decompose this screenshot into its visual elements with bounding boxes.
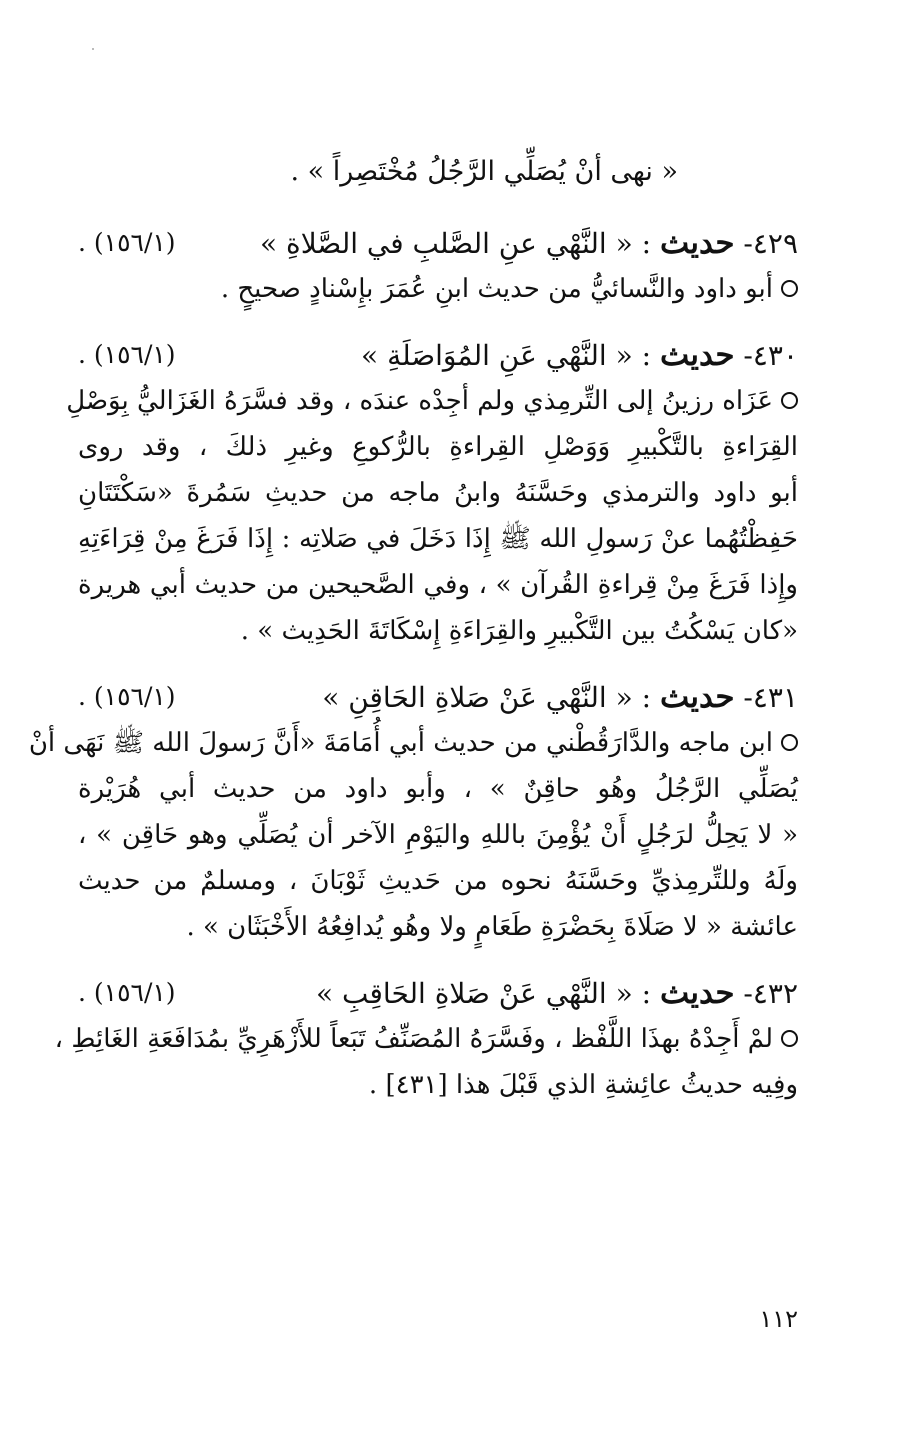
entry-label: حديث xyxy=(659,337,735,373)
circle-bullet-icon xyxy=(781,1030,798,1047)
entry-heading xyxy=(78,674,798,720)
entry-text-line: عائشة « لا صَلَاةَ بِحَضْرَةِ طَعَامٍ ولا وهُو يُدافِعُهُ الأَخْبَثَان » . xyxy=(186,912,798,942)
entry-text-line: حَفِظْتُهُما عنْ رَسولِ الله ﷺ إِذَا دَخَلَ في صَلاتِه : إِذَا فَرَغَ مِنْ قِرَاءَتِهِ xyxy=(78,524,798,554)
entry-heading xyxy=(78,970,798,1016)
entry-text-line: «كان يَسْكُتُ بين التَّكْبيرِ والقِرَاءَةِ إِسْكَاتَةَ الحَدِيث » . xyxy=(240,616,798,646)
entry-text-line: يُصَلِّي الرَّجُلُ وهُو حاقِنٌ » ، وأبو داود من حديث أبي هُرَيْرة xyxy=(78,774,798,804)
entry-title: : « النَّهْي عَنْ صَلاةِ الحَاقِنِ » xyxy=(322,681,652,714)
entry-text-line: لمْ أَجِدْهُ بهذَا اللَّفْظ ، وفَسَّرَهُ المُصَنِّفُ تَبَعاً للأَزْهَرِيِّ بمُدَافَعَةِ الغَائِطِ ، xyxy=(78,1016,798,1062)
entry-title: : « النَّهْي عَنْ صَلاةِ الحَاقِبِ » xyxy=(316,977,652,1010)
entry-title: : « النَّهْي عَنِ المُوَاصَلَةِ » xyxy=(361,339,652,372)
entry-heading xyxy=(78,220,798,266)
scan-speck xyxy=(92,48,94,50)
circle-bullet-icon xyxy=(781,280,798,297)
entry-text-line: ابن ماجه والدَّارَقُطْني من حديث أبي أُمَامَةَ «أَنَّ رَسولَ الله ﷺ نَهَى أنْ xyxy=(78,720,798,766)
entry-reference: (١٥٦/١) . xyxy=(78,682,176,711)
intro-line: « نهى أنْ يُصَلِّي الرَّجُلُ مُخْتَصِراً » . xyxy=(290,156,678,187)
entry-number: ٤٣١- xyxy=(743,681,798,714)
hadith-entry-430 xyxy=(66,332,798,654)
entry-label: حديث xyxy=(659,225,735,261)
circle-bullet-icon xyxy=(781,392,798,409)
entry-number: ٤٣٠- xyxy=(743,339,798,372)
entry-reference: (١٥٦/١) . xyxy=(78,228,176,257)
entry-text-line: عَزَاه رزينُ إلى التِّرمِذي ولم أجِدْه عندَه ، وقد فسَّرَهُ الغَزَاليُّ بِوَصْلِ xyxy=(78,378,798,424)
entry-text-line: ولَهُ وللتِّرمِذيِّ وحَسَّنَهُ نحوه من حَديثِ ثَوْبَانَ ، ومسلمٌ من حديث xyxy=(78,866,798,896)
entry-text-line: وفِيه حديثُ عائِشةِ الذي قَبْلَ هذا [٤٣١] . xyxy=(368,1070,798,1100)
hadith-entry-429 xyxy=(78,220,798,312)
entry-text-line: وإِذا فَرَغَ مِنْ قِراءةِ القُرآن » ، وفي الصَّحيحين من حديث أبي هريرة xyxy=(78,570,798,600)
entry-label: حديث xyxy=(659,975,735,1011)
entry-reference: (١٥٦/١) . xyxy=(78,978,176,1007)
page-body xyxy=(28,150,798,1128)
entry-text-line: « لا يَحِلُّ لرَجُلٍ أَنْ يُؤْمِنَ باللهِ واليَوْمِ الآخر أن يُصَلِّي وهو حَاقِن » ، xyxy=(78,820,798,850)
entry-number: ٤٢٩- xyxy=(743,227,798,260)
circle-bullet-icon xyxy=(781,734,798,751)
entry-heading xyxy=(78,332,798,378)
entry-number: ٤٣٢- xyxy=(743,977,798,1010)
entry-reference: (١٥٦/١) . xyxy=(78,340,176,369)
page-number: ١١٢ xyxy=(759,1305,798,1333)
entry-text-line: القِرَاءةِ بالتَّكْبيرِ وَوَصْلِ القِراءةِ بالرُّكوعِ وغيرِ ذلكَ ، وقد روى xyxy=(78,432,798,462)
entry-text-line: أبو داود والنَّسائيُّ من حديث ابنِ عُمَرَ بإِسْنادٍ صحيحٍ . xyxy=(78,266,798,312)
entry-label: حديث xyxy=(659,679,735,715)
hadith-entry-431 xyxy=(28,674,798,950)
hadith-entry-432 xyxy=(54,970,798,1108)
entry-title: : « النَّهْي عنِ الصَّلبِ في الصَّلاةِ » xyxy=(260,227,652,260)
entry-text-line: أبو داود والترمذي وحَسَّنَهُ وابنُ ماجه من حديثِ سَمُرةَ «سَكْتَتَانِ xyxy=(78,478,798,508)
